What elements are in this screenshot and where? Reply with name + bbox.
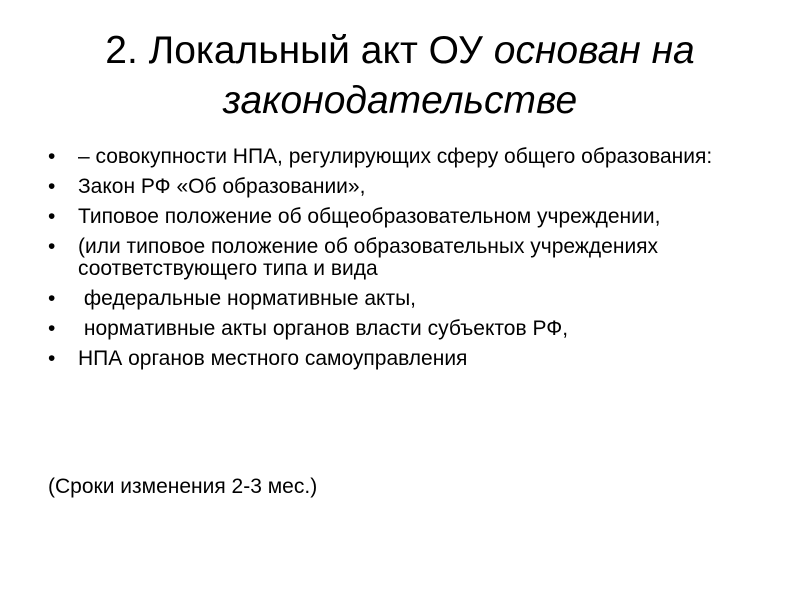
bullet-text: Закон РФ «Об образовании», bbox=[78, 175, 366, 198]
slide-title bbox=[40, 26, 760, 126]
bullet-item bbox=[48, 318, 768, 340]
bullet-text: – совокупности НПА, регулирующих сферу общего образования: bbox=[78, 145, 713, 168]
bullet-dot-icon: • bbox=[48, 175, 56, 198]
bullet-dot-icon: • bbox=[48, 145, 56, 168]
bullet-dot-icon: • bbox=[48, 235, 56, 258]
bullet-dot-icon: • bbox=[48, 287, 56, 310]
bullet-item bbox=[48, 176, 768, 198]
bullet-text: федеральные нормативные акты, bbox=[78, 287, 416, 310]
bullet-item bbox=[48, 146, 768, 168]
bullet-text: НПА органов местного самоуправления bbox=[78, 347, 468, 370]
bullet-item bbox=[48, 236, 768, 280]
footnote: (Сроки изменения 2-3 мес.) bbox=[48, 475, 318, 498]
bullet-item bbox=[48, 348, 768, 370]
bullet-text: нормативные акты органов власти субъектов РФ, bbox=[78, 317, 569, 340]
slide-title-regular: 2. Локальный акт ОУ bbox=[105, 29, 494, 72]
bullet-text: Типовое положение об общеобразовательном учреждении, bbox=[78, 205, 661, 228]
slide-title-italic: основан на законодательстве bbox=[222, 29, 695, 122]
bullet-list bbox=[48, 146, 768, 378]
bullet-item bbox=[48, 288, 768, 310]
bullet-item bbox=[48, 206, 768, 228]
bullet-dot-icon: • bbox=[48, 205, 56, 228]
bullet-text: (или типовое положение об образовательных учреждениях соответствующего типа и вида bbox=[78, 235, 659, 280]
bullet-dot-icon: • bbox=[48, 347, 56, 370]
bullet-dot-icon: • bbox=[48, 317, 56, 340]
